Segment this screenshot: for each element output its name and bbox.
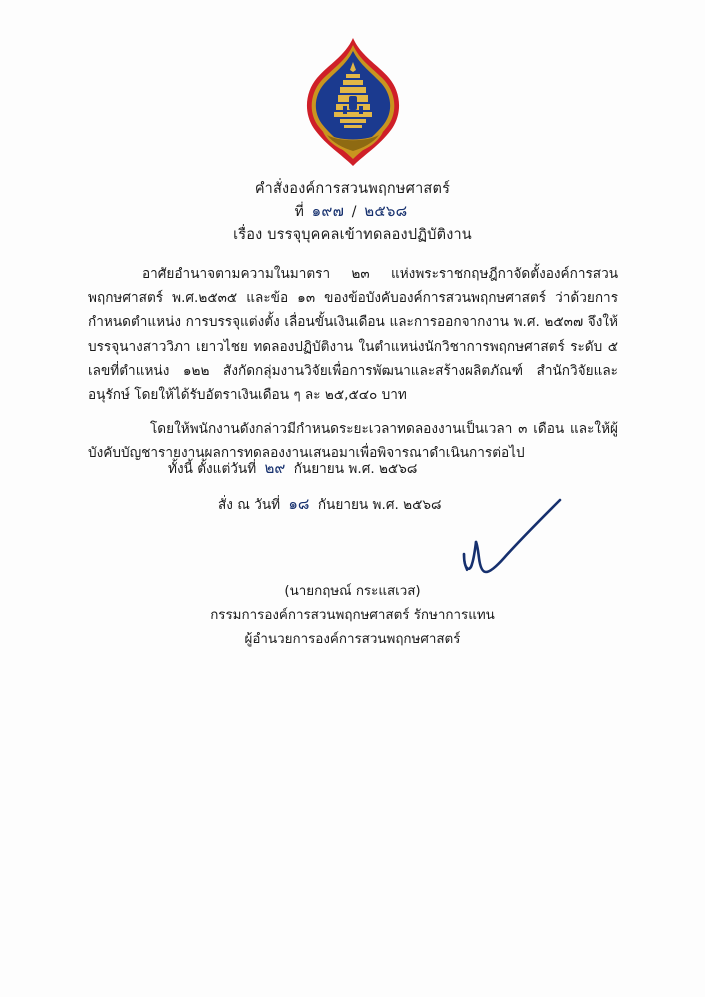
organization-emblem-icon (299, 36, 407, 168)
paragraph-2: โดยให้พนักงานดังกล่าวมีกำหนดระยะเวลาทดลองงานเป็นเวลา ๓ เดือน และให้ผู้บังคับบัญชารายงานผลการทดลองงานเสนอมาเพื่อพิจารณาดำเนินการต่อไป (88, 421, 618, 462)
signer-block (0, 580, 705, 652)
order-date-day: ๑๘ (288, 495, 310, 513)
emblem-container (0, 36, 705, 168)
order-number-separator: / (351, 204, 357, 221)
effective-date-day: ๒๙ (264, 459, 286, 477)
heading-order-number (0, 200, 705, 224)
order-date-year-prefix: พ.ศ. (372, 497, 399, 513)
signer-title-line-2: ผู้อำนวยการองค์การสวนพฤกษศาสตร์ (244, 631, 461, 647)
order-number-prefix: ที่ (294, 204, 304, 221)
heading-title: คำสั่งองค์การสวนพฤกษศาสตร์ (254, 181, 451, 197)
signer-name: (นายกฤษณ์ กระแสเวส) (284, 584, 421, 599)
order-date-month: กันยายน (317, 497, 369, 513)
effective-date-month: กันยายน (293, 461, 345, 477)
order-date-year: ๒๕๖๘ (403, 497, 442, 513)
order-number-year: ๒๕๖๘ (364, 202, 408, 221)
effective-date-prefix: ทั้งนี้ ตั้งแต่วันที่ (168, 461, 257, 477)
document-heading (0, 178, 705, 247)
order-date-line (218, 492, 441, 516)
effective-date-year: ๒๕๖๘ (378, 461, 418, 477)
effective-date-line (168, 456, 417, 480)
paragraph-1: อาศัยอำนาจตามความในมาตรา ๒๓ แห่งพระราชกฤษฎีกาจัดตั้งองค์การสวนพฤกษศาสตร์ พ.ศ.๒๕๓๕ และข้อ ๑๓ ของข้อบังคับองค์การสวนพฤกษศาสตร์ ว่าด้วยการกำหนดตำแหน่ง การบรรจุแต่งตั้ง เลื่อนขั้นเงินเดือน และการออกจากงาน พ.ศ. ๒๕๓๗ จึงให้บรรจุนางสาววิภา เยาวไชย ทดลองปฏิบัติงาน ในตำแหน่งนักวิชาการพฤกษศาสตร์ ระดับ ๕ เลขที่ตำแหน่ง ๑๒๒ สังกัดกลุ่มงานวิจัยเพื่อการพัฒนาและสร้างผลิตภัณฑ์ สำนักวิจัยและอนุรักษ์ โดยให้ได้รับอัตราเงินเดือน ๆ ละ ๒๕,๕๔๐ บาท (88, 266, 618, 403)
order-date-prefix: สั่ง ณ วันที่ (218, 497, 281, 513)
effective-date-year-prefix: พ.ศ. (348, 461, 375, 477)
order-number-value: ๑๙๗ (311, 202, 345, 221)
signer-title-line-1: กรรมการองค์การสวนพฤกษศาสตร์ รักษาการแทน (210, 607, 495, 623)
heading-subject: เรื่อง บรรจุบุคคลเข้าทดลองปฏิบัติงาน (233, 227, 472, 244)
document-body (88, 262, 618, 476)
